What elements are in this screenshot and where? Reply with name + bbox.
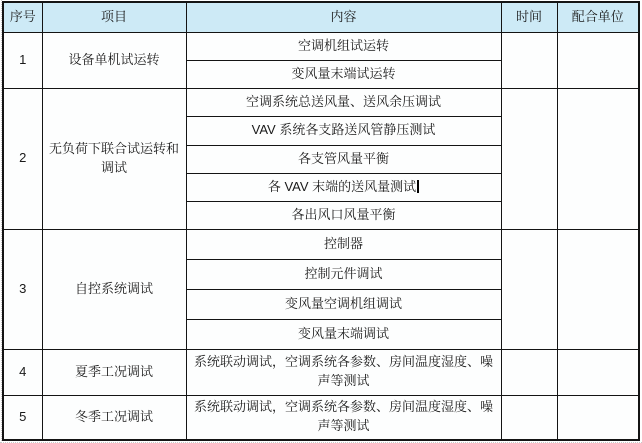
content-cell: 变风量空调机组调试 — [186, 289, 501, 319]
content-cell: 变风量末端试运转 — [186, 60, 501, 88]
content-cell: 各支管风量平衡 — [186, 145, 501, 173]
unit-cell — [557, 349, 639, 395]
content-cell: 系统联动调试，空调系统各参数、房间温度湿度、噪声等测试 — [186, 395, 501, 440]
time-cell — [501, 349, 557, 395]
time-cell — [501, 32, 557, 88]
row-no: 3 — [3, 229, 42, 349]
content-cell: VAV 系统各支路送风管静压测试 — [186, 116, 501, 145]
table-row — [3, 395, 639, 440]
content-cell: 变风量末端调试 — [186, 319, 501, 349]
content-cell: 空调机组试运转 — [186, 32, 501, 60]
content-cell: 系统联动调试，空调系统各参数、房间温度湿度、噪声等测试 — [186, 349, 501, 395]
row-no: 2 — [3, 88, 42, 229]
time-cell — [501, 395, 557, 440]
unit-cell — [557, 88, 639, 229]
content-cell: 各出风口风量平衡 — [186, 201, 501, 229]
header-cell-project: 项目 — [42, 2, 186, 32]
content-text: 各 VAV 末端的送风量测试 — [267, 178, 417, 194]
time-cell — [501, 229, 557, 349]
row-no: 1 — [3, 32, 42, 88]
unit-cell — [557, 395, 639, 440]
header-cell-unit: 配合单位 — [557, 2, 639, 32]
time-cell — [501, 88, 557, 229]
table-header-row — [3, 2, 639, 32]
content-cell — [186, 173, 501, 201]
commissioning-schedule-table — [2, 1, 640, 441]
row-project: 设备单机试运转 — [42, 32, 186, 88]
table-row — [3, 88, 639, 116]
header-cell-no: 序号 — [3, 2, 42, 32]
header-cell-content: 内容 — [186, 2, 501, 32]
row-no: 5 — [3, 395, 42, 440]
table-row — [3, 349, 639, 395]
unit-cell — [557, 32, 639, 88]
content-cell: 空调系统总送风量、送风余压调试 — [186, 88, 501, 116]
row-no: 4 — [3, 349, 42, 395]
content-cell: 控制器 — [186, 229, 501, 259]
row-project: 无负荷下联合试运转和调试 — [42, 88, 186, 229]
table-row — [3, 229, 639, 259]
row-project: 冬季工况调试 — [42, 395, 186, 440]
text-cursor — [417, 180, 419, 193]
content-cell: 控制元件调试 — [186, 259, 501, 289]
table-row — [3, 32, 639, 60]
header-cell-time: 时间 — [501, 2, 557, 32]
row-project: 夏季工况调试 — [42, 349, 186, 395]
row-project: 自控系统调试 — [42, 229, 186, 349]
unit-cell — [557, 229, 639, 349]
